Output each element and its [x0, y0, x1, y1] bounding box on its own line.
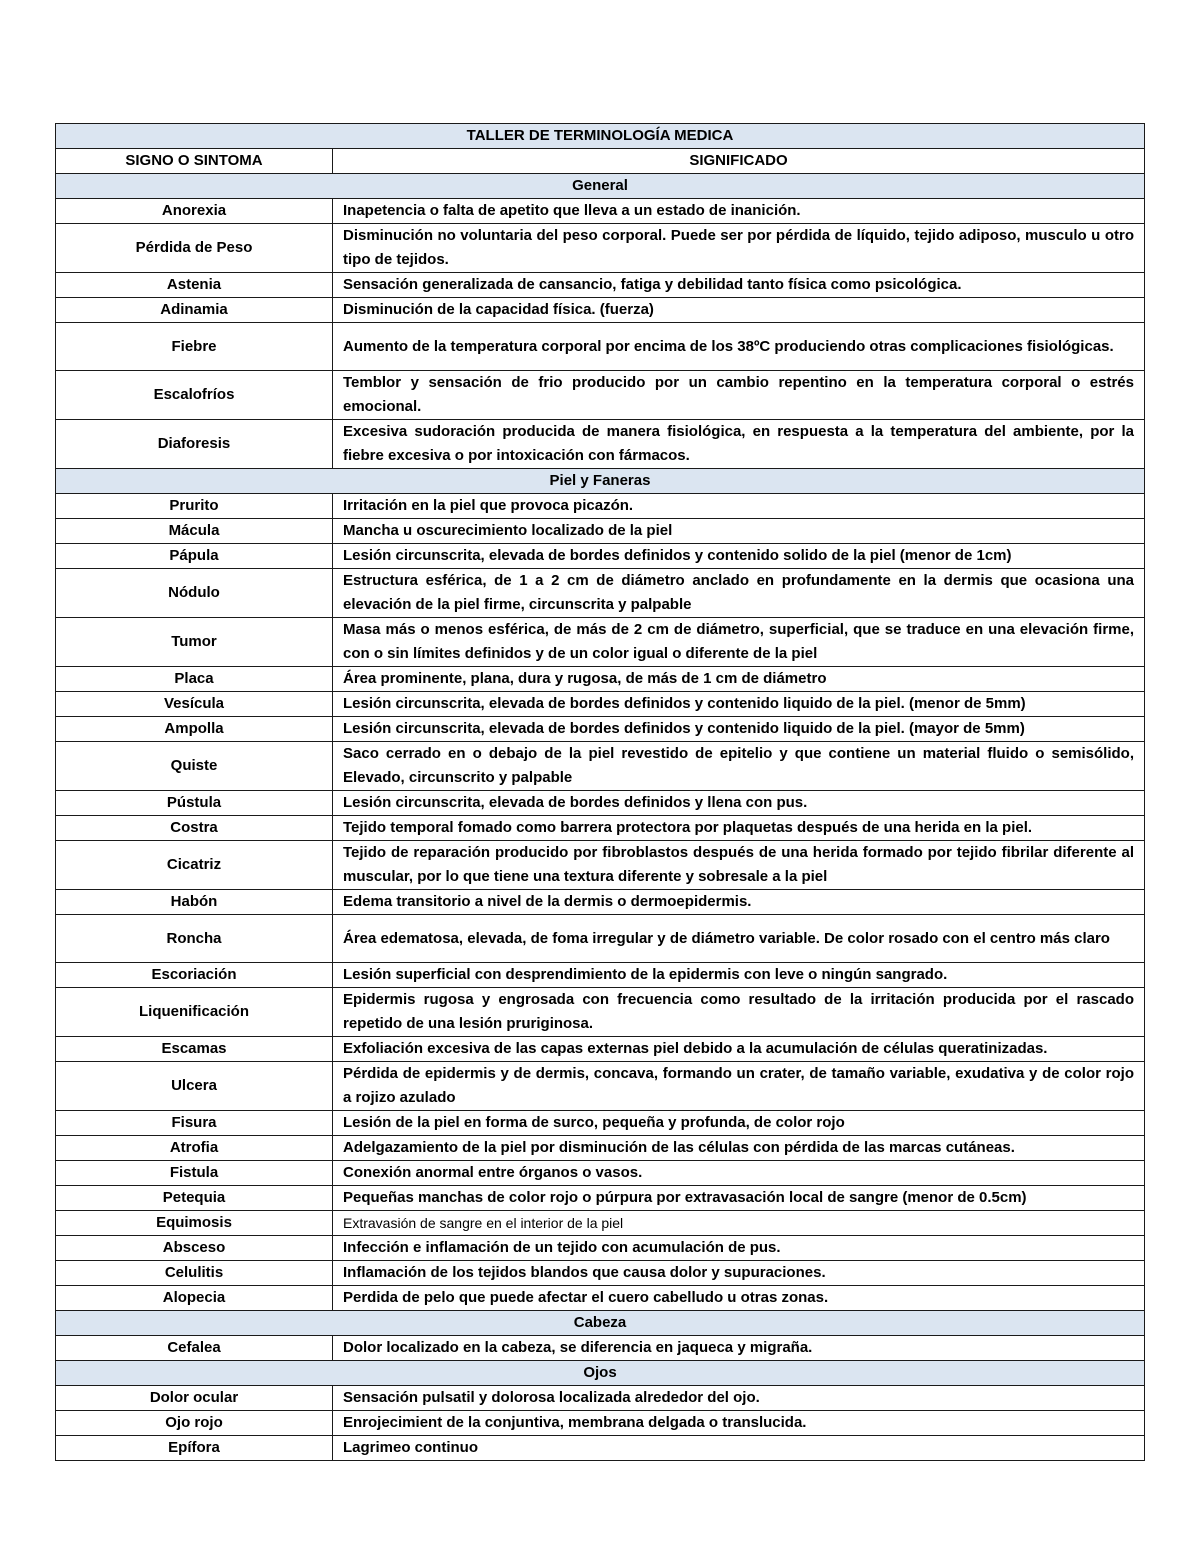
definition-cell: Lesión circunscrita, elevada de bordes definidos y contenido liquido de la piel. (mayor de 5mm) — [333, 717, 1145, 742]
table-title: TALLER DE TERMINOLOGÍA MEDICA — [56, 124, 1145, 149]
table-row — [56, 298, 1145, 323]
term-cell: Ampolla — [56, 717, 333, 742]
table-row — [56, 1062, 1145, 1111]
table-row — [56, 371, 1145, 420]
title-row — [56, 124, 1145, 149]
table-row — [56, 1386, 1145, 1411]
definition-cell: Temblor y sensación de frio producido por un cambio repentino en la temperatura corporal o estrés emocional. — [333, 371, 1145, 420]
table-row — [56, 1411, 1145, 1436]
column-header-meaning: SIGNIFICADO — [333, 149, 1145, 174]
table-row — [56, 1186, 1145, 1211]
definition-cell: Excesiva sudoración producida de manera fisiológica, en respuesta a la temperatura del ambiente, por la fiebre excesiva o por intoxicación con fármacos. — [333, 420, 1145, 469]
term-cell: Cefalea — [56, 1336, 333, 1361]
term-cell: Equimosis — [56, 1211, 333, 1236]
definition-cell: Lesión superficial con desprendimiento de la epidermis con leve o ningún sangrado. — [333, 963, 1145, 988]
definition-cell: Mancha u oscurecimiento localizado de la piel — [333, 519, 1145, 544]
section-heading: Piel y Faneras — [56, 469, 1145, 494]
section-heading: Cabeza — [56, 1311, 1145, 1336]
definition-cell: Edema transitorio a nivel de la dermis o dermoepidermis. — [333, 890, 1145, 915]
term-cell: Dolor ocular — [56, 1386, 333, 1411]
table-row — [56, 1286, 1145, 1311]
table-row — [56, 199, 1145, 224]
table-row — [56, 791, 1145, 816]
term-cell: Cicatriz — [56, 841, 333, 890]
table-row — [56, 323, 1145, 371]
term-cell: Fistula — [56, 1161, 333, 1186]
term-cell: Vesícula — [56, 692, 333, 717]
term-cell: Pérdida de Peso — [56, 224, 333, 273]
definition-cell: Epidermis rugosa y engrosada con frecuencia como resultado de la irritación producida por el rascado repetido de una lesión pruriginosa. — [333, 988, 1145, 1037]
table-row — [56, 890, 1145, 915]
definition-cell: Extravasión de sangre en el interior de la piel — [333, 1211, 1145, 1236]
table-row — [56, 1111, 1145, 1136]
definition-cell: Lesión circunscrita, elevada de bordes definidos y llena con pus. — [333, 791, 1145, 816]
definition-cell: Conexión anormal entre órganos o vasos. — [333, 1161, 1145, 1186]
table-row — [56, 1236, 1145, 1261]
term-cell: Placa — [56, 667, 333, 692]
terminology-table — [55, 123, 1145, 1461]
term-cell: Astenia — [56, 273, 333, 298]
table-row — [56, 1161, 1145, 1186]
term-cell: Celulitis — [56, 1261, 333, 1286]
definition-cell: Exfoliación excesiva de las capas externas piel debido a la acumulación de células queratinizadas. — [333, 1037, 1145, 1062]
definition-cell: Pequeñas manchas de color rojo o púrpura por extravasación local de sangre (menor de 0.5cm) — [333, 1186, 1145, 1211]
definition-cell: Enrojecimient de la conjuntiva, membrana delgada o translucida. — [333, 1411, 1145, 1436]
table-row — [56, 915, 1145, 963]
definition-cell: Disminución de la capacidad física. (fuerza) — [333, 298, 1145, 323]
term-cell: Absceso — [56, 1236, 333, 1261]
table-row — [56, 519, 1145, 544]
definition-cell: Aumento de la temperatura corporal por encima de los 38ºC produciendo otras complicaciones fisiológicas. — [333, 323, 1145, 371]
table-row — [56, 816, 1145, 841]
column-header-sign: SIGNO O SINTOMA — [56, 149, 333, 174]
header-row — [56, 149, 1145, 174]
term-cell: Tumor — [56, 618, 333, 667]
term-cell: Escalofríos — [56, 371, 333, 420]
table-row — [56, 692, 1145, 717]
table-row — [56, 224, 1145, 273]
term-cell: Costra — [56, 816, 333, 841]
definition-cell: Lesión de la piel en forma de surco, pequeña y profunda, de color rojo — [333, 1111, 1145, 1136]
term-cell: Mácula — [56, 519, 333, 544]
table-row — [56, 569, 1145, 618]
term-cell: Pústula — [56, 791, 333, 816]
definition-cell: Saco cerrado en o debajo de la piel revestido de epitelio y que contiene un material fluido o semisólido, Elevado, circunscrito y palpable — [333, 742, 1145, 791]
term-cell: Epífora — [56, 1436, 333, 1461]
definition-cell: Infección e inflamación de un tejido con acumulación de pus. — [333, 1236, 1145, 1261]
term-cell: Prurito — [56, 494, 333, 519]
section-row — [56, 1361, 1145, 1386]
terminology-table-body — [56, 124, 1145, 1461]
table-row — [56, 1211, 1145, 1236]
table-row — [56, 1136, 1145, 1161]
definition-cell: Tejido temporal fomado como barrera protectora por plaquetas después de una herida en la piel. — [333, 816, 1145, 841]
table-row — [56, 544, 1145, 569]
definition-cell: Tejido de reparación producido por fibroblastos después de una herida formado por tejido fibrilar diferente al muscular, por lo que tiene una textura diferente y sobresale a la piel — [333, 841, 1145, 890]
definition-cell: Sensación pulsatil y dolorosa localizada alrededor del ojo. — [333, 1386, 1145, 1411]
definition-cell: Perdida de pelo que puede afectar el cuero cabelludo u otras zonas. — [333, 1286, 1145, 1311]
definition-cell: Área edematosa, elevada, de foma irregular y de diámetro variable. De color rosado con el centro más claro — [333, 915, 1145, 963]
table-row — [56, 1336, 1145, 1361]
definition-cell: Estructura esférica, de 1 a 2 cm de diámetro anclado en profundamente en la dermis que ocasiona una elevación de la piel firme, circunscrita y palpable — [333, 569, 1145, 618]
term-cell: Ulcera — [56, 1062, 333, 1111]
definition-cell: Disminución no voluntaria del peso corporal. Puede ser por pérdida de líquido, tejido adiposo, musculo u otro tipo de tejidos. — [333, 224, 1145, 273]
table-row — [56, 667, 1145, 692]
table-row — [56, 742, 1145, 791]
term-cell: Petequia — [56, 1186, 333, 1211]
definition-cell: Lesión circunscrita, elevada de bordes definidos y contenido solido de la piel (menor de 1cm) — [333, 544, 1145, 569]
term-cell: Nódulo — [56, 569, 333, 618]
table-row — [56, 841, 1145, 890]
table-row — [56, 420, 1145, 469]
term-cell: Quiste — [56, 742, 333, 791]
definition-cell: Área prominente, plana, dura y rugosa, de más de 1 cm de diámetro — [333, 667, 1145, 692]
section-row — [56, 174, 1145, 199]
table-row — [56, 1261, 1145, 1286]
section-heading: Ojos — [56, 1361, 1145, 1386]
definition-cell: Adelgazamiento de la piel por disminución de las células con pérdida de las marcas cutáneas. — [333, 1136, 1145, 1161]
term-cell: Roncha — [56, 915, 333, 963]
table-row — [56, 1037, 1145, 1062]
term-cell: Anorexia — [56, 199, 333, 224]
term-cell: Fisura — [56, 1111, 333, 1136]
term-cell: Diaforesis — [56, 420, 333, 469]
term-cell: Habón — [56, 890, 333, 915]
table-row — [56, 618, 1145, 667]
section-row — [56, 469, 1145, 494]
definition-cell: Dolor localizado en la cabeza, se diferencia en jaqueca y migraña. — [333, 1336, 1145, 1361]
definition-cell: Inapetencia o falta de apetito que lleva a un estado de inanición. — [333, 199, 1145, 224]
definition-cell: Masa más o menos esférica, de más de 2 cm de diámetro, superficial, que se traduce en una elevación firme, con o sin límites definidos y de un color igual o diferente de la piel — [333, 618, 1145, 667]
term-cell: Adinamia — [56, 298, 333, 323]
term-cell: Ojo rojo — [56, 1411, 333, 1436]
term-cell: Escoriación — [56, 963, 333, 988]
table-row — [56, 273, 1145, 298]
section-row — [56, 1311, 1145, 1336]
term-cell: Escamas — [56, 1037, 333, 1062]
term-cell: Atrofia — [56, 1136, 333, 1161]
term-cell: Pápula — [56, 544, 333, 569]
definition-cell: Sensación generalizada de cansancio, fatiga y debilidad tanto física como psicológica. — [333, 273, 1145, 298]
definition-cell: Lesión circunscrita, elevada de bordes definidos y contenido liquido de la piel. (menor de 5mm) — [333, 692, 1145, 717]
term-cell: Liquenificación — [56, 988, 333, 1037]
definition-cell: Inflamación de los tejidos blandos que causa dolor y supuraciones. — [333, 1261, 1145, 1286]
definition-cell: Irritación en la piel que provoca picazón. — [333, 494, 1145, 519]
definition-cell: Pérdida de epidermis y de dermis, concava, formando un crater, de tamaño variable, exudativa y de color rojo a rojizo azulado — [333, 1062, 1145, 1111]
term-cell: Alopecia — [56, 1286, 333, 1311]
definition-cell: Lagrimeo continuo — [333, 1436, 1145, 1461]
table-row — [56, 963, 1145, 988]
table-row — [56, 1436, 1145, 1461]
table-row — [56, 494, 1145, 519]
table-row — [56, 717, 1145, 742]
section-heading: General — [56, 174, 1145, 199]
term-cell: Fiebre — [56, 323, 333, 371]
table-row — [56, 988, 1145, 1037]
